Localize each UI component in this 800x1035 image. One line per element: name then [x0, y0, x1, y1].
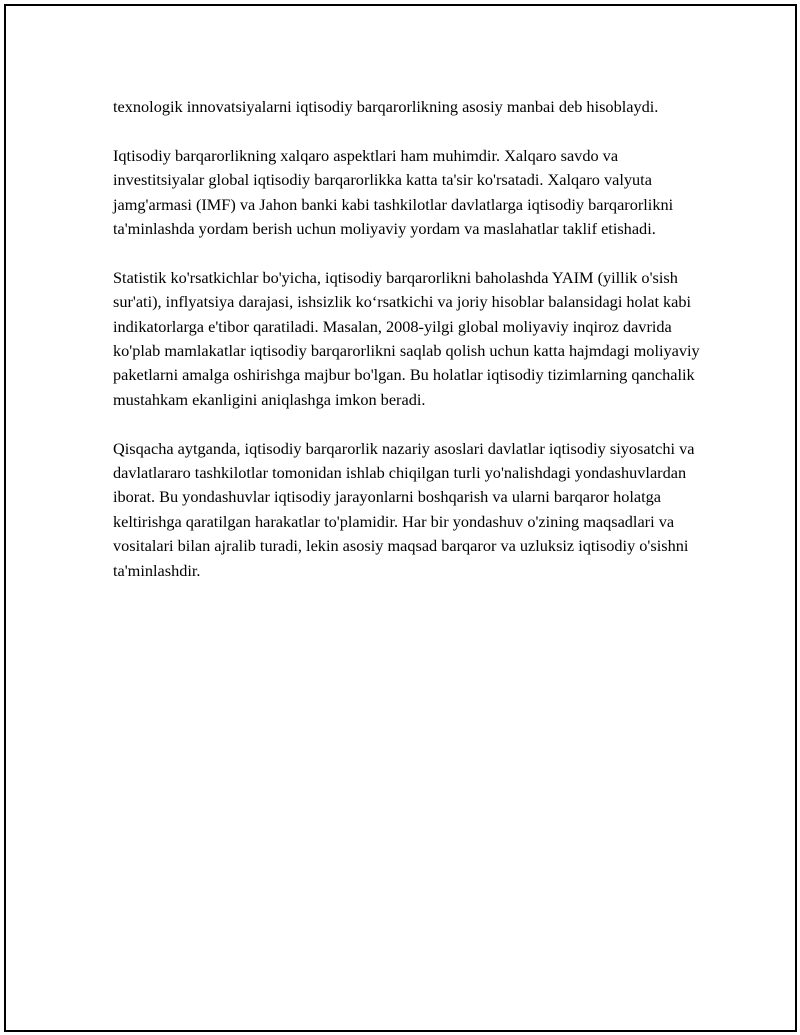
document-body	[113, 95, 703, 583]
paragraph-2: Iqtisodiy barqarorlikning xalqaro aspektlari ham muhimdir. Xalqaro savdo va investitsiyalar global iqtisodiy barqarorlikka katta ta'sir ko'rsatadi. Xalqaro valyuta jamg'armasi (IMF) va Jahon banki kabi tashkilotlar davlatlarga iqtisodiy barqarorlikni ta'minlashda yordam berish uchun moliyaviy yordam va maslahatlar taklif etishadi.	[113, 145, 674, 239]
paragraph-3: Statistik ko'rsatkichlar bo'yicha, iqtisodiy barqarorlikni baholashda YAIM (yillik o'sish sur'ati), inflyatsiya darajasi, ishsizlik koʻrsatkichi va joriy hisoblar balansidagi holat kabi indikatorlarga e'tibor qaratiladi. Masalan, 2008-yilgi global moliyaviy inqiroz davrida ko'plab mamlakatlar iqtisodiy barqarorlikni saqlab qolish uchun katta hajmdagi moliyaviy paketlarni amalga oshirishga majbur bo'lgan. Bu holatlar iqtisodiy tizimlarning qanchalik mustahkam ekanligini aniqlashga imkon beradi.	[113, 267, 700, 409]
paragraph-1: texnologik innovatsiyalarni iqtisodiy barqarorlikning asosiy manbai deb hisoblaydi.	[113, 97, 659, 116]
paragraph-4: Qisqacha aytganda, iqtisodiy barqarorlik nazariy asoslari davlatlar iqtisodiy siyosatchi va davlatlararo tashkilotlar tomonidan ishlab chiqilgan turli yo'nalishdagi yondashuvlardan iborat. Bu yondashuvlar iqtisodiy jarayonlarni boshqarish va ularni barqaror holatga keltirishga qaratilgan harakatlar to'plamidir. Har bir yondashuv o'zining maqsadlari va vositalari bilan ajralib turadi, lekin asosiy maqsad barqaror va uzluksiz iqtisodiy o'sishni ta'minlashdir.	[113, 438, 695, 580]
